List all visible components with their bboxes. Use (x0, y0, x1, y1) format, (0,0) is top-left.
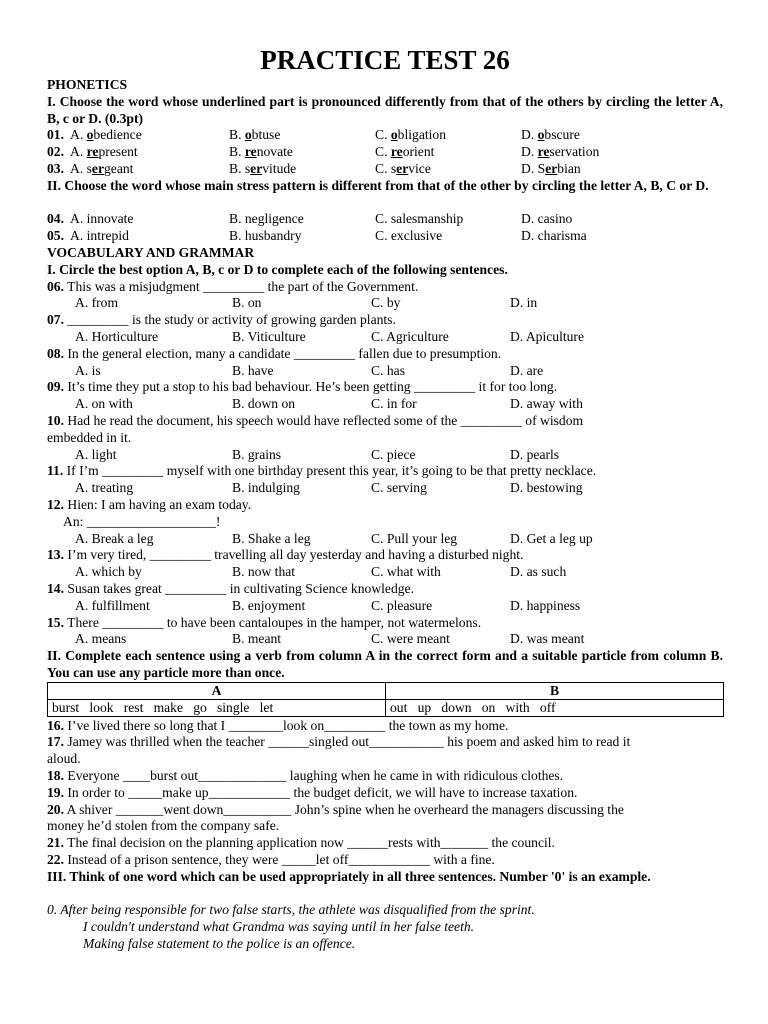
options-row (47, 396, 723, 413)
example-line-1: 0. After being responsible for two false starts, the athlete was disqualified from the sprint. (47, 902, 535, 918)
answer-option: B. husbandry (229, 228, 302, 244)
answer-option: A. light (75, 446, 117, 462)
underlined-part: re (86, 144, 99, 160)
section-heading-vocab: VOCABULARY AND GRAMMAR (47, 244, 255, 260)
answer-option: D. as such (510, 564, 567, 580)
options-row (47, 363, 723, 380)
column-a-verbs: burst look rest make go single let (48, 699, 386, 716)
answer-option (70, 144, 138, 161)
option-prefix: D. (521, 127, 538, 143)
answer-option: B. have (232, 362, 274, 378)
options-row (47, 447, 723, 464)
answer-option: B. negligence (229, 211, 304, 227)
underlined-part: re (390, 144, 403, 160)
option-prefix: B. (229, 127, 245, 143)
answer-option: B. meant (232, 631, 282, 647)
answer-option: A. intrepid (70, 228, 129, 244)
options-row (47, 480, 723, 497)
answer-option: D. Apiculture (510, 328, 584, 344)
answer-option: C. in for (371, 396, 417, 412)
option-prefix: B. (229, 144, 245, 160)
phonetics-part2-instruction: II. Choose the word whose main stress pattern is different from that of the other by circling the letter A, B, C or D. (47, 177, 709, 193)
underlined-part: er (91, 160, 104, 176)
answer-option: C. pleasure (371, 597, 433, 613)
sentence-text: Everyone ____burst out_____________ laughing when he came in with ridiculous clothes. (67, 768, 564, 784)
underlined-part: er (250, 160, 263, 176)
stress-item (47, 228, 723, 245)
sentence-text: Instead of a prison sentence, they were _____let off____________ with a fine. (67, 852, 495, 868)
item-number: 22. (47, 852, 64, 868)
question-stem (47, 463, 723, 480)
option-suffix: vice (408, 160, 431, 176)
answer-option: C. Pull your leg (371, 530, 458, 546)
item-number: 19. (47, 784, 64, 800)
answer-option: C. what with (371, 564, 441, 580)
item-number: 04. (47, 211, 64, 227)
example-line-2: I couldn't understand what Grandma was saying until in her false teeth. (83, 919, 475, 935)
phonetics-item (47, 161, 723, 178)
page-title: PRACTICE TEST 26 (260, 45, 510, 75)
question-text: It’s time they put a stop to his bad behaviour. He’s been getting _________ it for too long. (67, 379, 558, 395)
options-row (47, 295, 723, 312)
option-prefix: C. (375, 127, 391, 143)
option-suffix: bscure (544, 127, 580, 143)
question-text: In the general election, many a candidate _________ fallen due to presumption. (67, 345, 502, 361)
question-text: There _________ to have been cantaloupes in the hamper, not watermelons. (67, 614, 482, 630)
option-prefix: B. s (229, 160, 251, 176)
answer-option: C. by (371, 295, 401, 311)
item-number: 21. (47, 835, 64, 851)
option-suffix: bedience (93, 127, 142, 143)
option-suffix: orient (402, 144, 435, 160)
item-number: 14. (47, 580, 64, 596)
underlined-part: re (537, 144, 550, 160)
phrasal-sentence (47, 835, 723, 852)
underlined-part: er (545, 160, 558, 176)
option-suffix: btuse (251, 127, 281, 143)
vocab-part2-instruction: II. Complete each sentence using a verb from column A in the correct form and a suitable particle from column B. You can use any particle more than once. (47, 648, 723, 680)
answer-option (70, 127, 142, 144)
answer-option: A. Break a leg (75, 530, 154, 546)
answer-option: C. salesmanship (375, 211, 464, 227)
question-continuation: embedded in it. (47, 429, 132, 445)
question-text: Had he read the document, his speech would have reflected some of the _________ of wisdom (67, 412, 584, 428)
item-number: 09. (47, 379, 64, 395)
answer-option: C. piece (371, 446, 416, 462)
answer-option: C. Agriculture (371, 328, 449, 344)
answer-option: D. bestowing (510, 480, 583, 496)
answer-option: D. was meant (510, 631, 585, 647)
answer-option: B. on (232, 295, 262, 311)
answer-option (521, 127, 580, 144)
question-stem (47, 346, 723, 363)
option-prefix: A. s (70, 160, 92, 176)
question-stem (47, 413, 723, 430)
phonetics-part1-list (47, 127, 723, 177)
worksheet (47, 44, 723, 953)
answer-option: A. which by (75, 564, 142, 580)
options-row (47, 598, 723, 615)
item-number: 07. (47, 312, 64, 328)
answer-option: C. exclusive (375, 228, 443, 244)
item-number: 10. (47, 412, 64, 428)
phrasal-sentence (47, 852, 723, 869)
answer-option: C. serving (371, 480, 427, 496)
option-prefix: A. (70, 127, 87, 143)
answer-option: B. Viticulture (232, 328, 306, 344)
option-prefix: A. (70, 144, 87, 160)
item-number: 02. (47, 144, 64, 160)
answer-option: A. Horticulture (75, 328, 159, 344)
phonetics-part2-list (47, 211, 723, 245)
answer-option: A. from (75, 295, 119, 311)
answer-option: A. means (75, 631, 127, 647)
answer-option (375, 127, 446, 144)
example-line-3: Making false statement to the police is an offence. (83, 936, 356, 952)
answer-option (229, 161, 296, 178)
section-heading-phonetics: PHONETICS (47, 77, 128, 92)
answer-option: A. fulfillment (75, 597, 150, 613)
question-stem (47, 279, 723, 296)
option-suffix: bian (557, 160, 581, 176)
phrasal-sentence (47, 802, 723, 819)
item-number: 01. (47, 127, 64, 143)
underlined-part: o (244, 127, 252, 143)
question-stem (47, 497, 723, 514)
option-suffix: vitude (262, 160, 297, 176)
phonetics-item (47, 127, 723, 144)
question-stem (47, 581, 723, 598)
item-number: 03. (47, 160, 64, 176)
item-number: 06. (47, 278, 64, 294)
item-number: 11. (47, 463, 64, 479)
sentence-text: A shiver _______went down__________ John’s spine when he overheard the managers discussing the (66, 801, 624, 817)
question-text: _________ is the study or activity of growing garden plants. (67, 312, 396, 328)
phrasal-sentence (47, 768, 723, 785)
option-prefix: C. s (375, 160, 397, 176)
vocab-question-list (47, 279, 723, 649)
answer-option: B. now that (232, 564, 296, 580)
question-stem (47, 379, 723, 396)
answer-option: A. is (75, 362, 101, 378)
item-number: 05. (47, 228, 64, 244)
answer-option: C. has (371, 362, 405, 378)
answer-option (521, 144, 599, 161)
question-text: This was a misjudgment _________ the part of the Government. (67, 278, 419, 294)
question-stem (47, 615, 723, 632)
option-suffix: bligation (397, 127, 447, 143)
answer-option: A. treating (75, 480, 134, 496)
question-stem (47, 547, 723, 564)
item-number: 15. (47, 614, 64, 630)
answer-option: A. innovate (70, 211, 134, 227)
sentence-continuation: aloud. (47, 751, 81, 767)
question-continuation: An: ___________________! (63, 513, 221, 529)
item-number: 16. (47, 717, 64, 733)
question-stem (47, 312, 723, 329)
option-prefix: C. (375, 144, 391, 160)
answer-option: D. casino (521, 211, 573, 227)
phrasal-sentence (47, 718, 723, 735)
sentence-text: In order to _____make up____________ the budget deficit, we will have to increase taxation. (67, 784, 578, 800)
options-row (47, 564, 723, 581)
sentence-text: I’ve lived there so long that I ________look on_________ the town as my home. (67, 717, 509, 733)
underlined-part: o (537, 127, 545, 143)
phrasal-verb-list (47, 718, 723, 869)
answer-option: B. grains (232, 446, 282, 462)
answer-option: B. indulging (232, 480, 300, 496)
options-row (47, 329, 723, 346)
answer-option: D. in (510, 295, 538, 311)
option-suffix: novate (256, 144, 293, 160)
option-suffix: present (98, 144, 138, 160)
underlined-part: er (396, 160, 409, 176)
answer-option: D. are (510, 362, 544, 378)
vocab-part3-instruction: III. Think of one word which can be used appropriately in all three sentences. Number '0' is an example. (47, 868, 651, 884)
underlined-part: re (244, 144, 257, 160)
item-number: 18. (47, 768, 64, 784)
answer-option (229, 144, 293, 161)
answer-option: B. down on (232, 396, 296, 412)
answer-option (70, 161, 133, 178)
underlined-part: o (390, 127, 398, 143)
question-text: I’m very tired, _________ travelling all day yesterday and having a disturbed night. (67, 547, 524, 563)
answer-option (521, 161, 581, 178)
item-number: 08. (47, 345, 64, 361)
phrasal-sentence (47, 785, 723, 802)
question-text: If I’m _________ myself with one birthday present this year, it’s going to be that pretty necklace. (66, 463, 597, 479)
item-number: 17. (47, 734, 64, 750)
sentence-continuation: money he’d stolen from the company safe. (47, 818, 280, 834)
phonetics-item (47, 144, 723, 161)
options-row (47, 531, 723, 548)
answer-option: D. pearls (510, 446, 560, 462)
item-number: 12. (47, 496, 64, 512)
underlined-part: o (86, 127, 94, 143)
answer-option (375, 144, 434, 161)
verb-particle-table (47, 682, 724, 717)
answer-option: A. on with (75, 396, 133, 412)
option-suffix: geant (103, 160, 134, 176)
question-text: Hien: I am having an exam today. (67, 496, 252, 512)
options-row (47, 631, 723, 648)
answer-option: B. Shake a leg (232, 530, 311, 546)
answer-option (375, 161, 431, 178)
column-b-header: B (386, 682, 724, 699)
sentence-text: The final decision on the planning application now ______rests with_______ the council. (67, 835, 555, 851)
item-number: 20. (47, 801, 64, 817)
answer-option: C. were meant (371, 631, 450, 647)
option-prefix: D. (521, 144, 538, 160)
column-b-particles: out up down on with off (386, 699, 724, 716)
answer-option: D. happiness (510, 597, 581, 613)
answer-option: D. Get a leg up (510, 530, 593, 546)
answer-option: D. away with (510, 396, 583, 412)
vocab-part1-instruction: I. Circle the best option A, B, c or D to complete each of the following sentences. (47, 261, 508, 277)
sentence-text: Jamey was thrilled when the teacher ______singled out___________ his poem and asked him to read it (67, 734, 631, 750)
stress-item (47, 211, 723, 228)
item-number: 13. (47, 547, 64, 563)
option-suffix: servation (549, 144, 600, 160)
answer-option: D. charisma (521, 228, 587, 244)
column-a-header: A (48, 682, 386, 699)
answer-option: B. enjoyment (232, 597, 306, 613)
option-prefix: D. S (521, 160, 546, 176)
answer-option (229, 127, 280, 144)
question-text: Susan takes great _________ in cultivating Science knowledge. (67, 580, 414, 596)
phonetics-part1-instruction: I. Choose the word whose underlined part is pronounced differently from that of the others by circling the letter A, B, c or D. (0.3pt) (47, 93, 723, 126)
phrasal-sentence (47, 734, 723, 751)
